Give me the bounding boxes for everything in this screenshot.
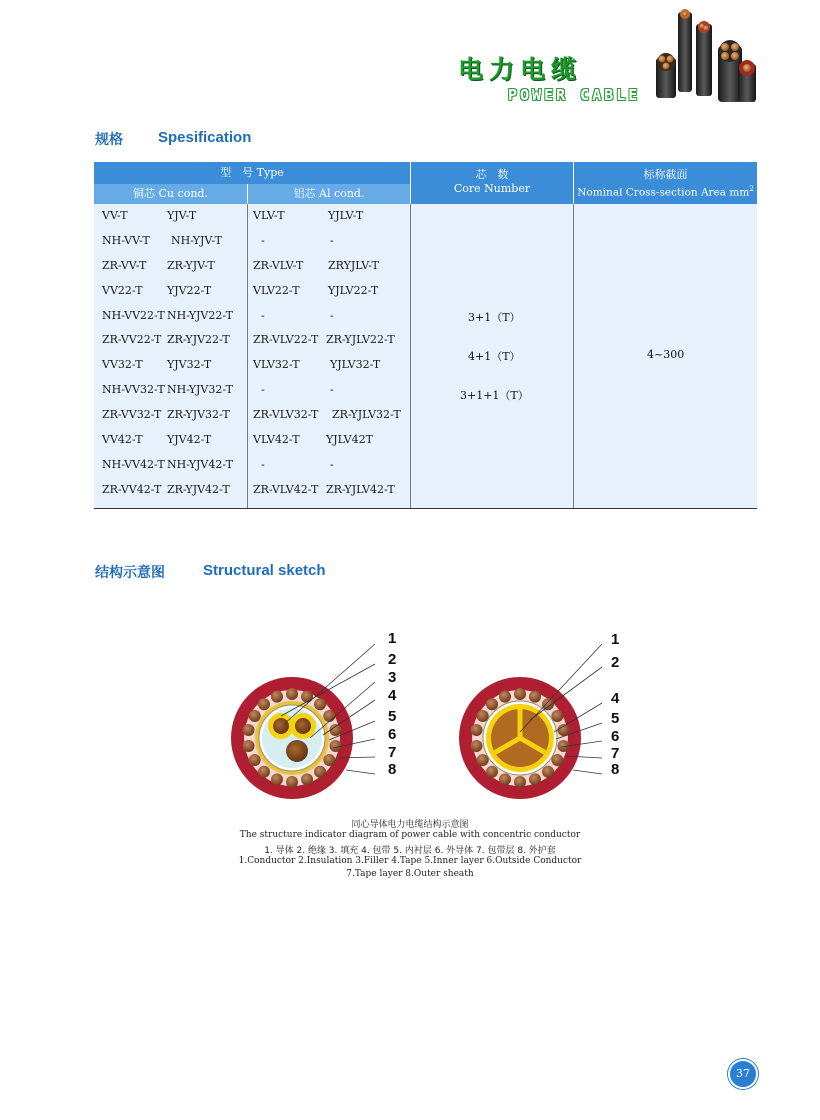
col-divider xyxy=(410,204,411,508)
label-right-4: 4 xyxy=(611,690,620,707)
cu-model: ZR-YJV-T xyxy=(167,258,215,272)
cable-1 xyxy=(678,9,692,92)
al-model: - xyxy=(330,457,334,471)
area-value: 4~300 xyxy=(647,348,685,361)
label-left-3: 3 xyxy=(388,669,397,686)
caption-en-legend-2: 7.Tape layer 8.Outer sheath xyxy=(346,869,474,879)
label-left-8: 8 xyxy=(388,761,397,778)
label-left-6: 6 xyxy=(388,726,397,743)
al-model: YJLV-T xyxy=(328,209,364,222)
al-model: YJLV22-T xyxy=(328,283,379,297)
cu-model: ZR-VV32-T xyxy=(102,408,162,422)
cu-model: ZR-VV22-T xyxy=(102,333,162,347)
conductor xyxy=(295,718,311,734)
al-model: VLV42-T xyxy=(253,433,300,447)
cu-model: ZR-YJV32-T xyxy=(167,408,230,422)
core-value: 3+1（T） xyxy=(468,311,521,324)
cu-model: ZR-VV42-T xyxy=(102,482,162,496)
al-model: ZR-VLV22-T xyxy=(253,333,319,347)
col-divider xyxy=(247,204,248,508)
label-right-8: 8 xyxy=(611,761,620,778)
cu-model: YJV-T xyxy=(167,209,197,222)
cu-model: ZR-VV-T xyxy=(102,258,147,272)
col-type-label: 型 号 Type xyxy=(220,166,284,179)
label-right-5: 5 xyxy=(611,710,620,727)
cable-cross-section-diagram xyxy=(220,620,640,810)
label-left-4: 4 xyxy=(388,687,397,704)
al-model: - xyxy=(330,233,334,247)
col-area-header xyxy=(574,162,757,204)
al-model: ZR-VLV42-T xyxy=(253,482,319,496)
al-model: ZR-YJLV42-T xyxy=(326,482,395,496)
cu-model: NH-YJV32-T xyxy=(167,383,233,397)
col-core-en: Core Number xyxy=(453,182,531,195)
label-left-5: 5 xyxy=(388,708,397,725)
al-model: ZR-VLV-T xyxy=(253,258,304,272)
label-right-2: 2 xyxy=(611,654,620,671)
al-model: - xyxy=(261,457,265,471)
al-col-a xyxy=(253,208,318,507)
spec-heading-en: Spesification xyxy=(158,129,252,146)
cu-model: VV22-T xyxy=(102,283,143,297)
cu-model: VV32-T xyxy=(102,358,143,372)
label-right-6: 6 xyxy=(611,728,620,745)
al-model: - xyxy=(330,308,334,322)
col-core-header xyxy=(411,162,573,204)
cu-model: NH-VV32-T xyxy=(102,383,165,397)
cu-model: YJV42-T xyxy=(167,433,212,447)
brand-title-en: POWER CABLE xyxy=(508,86,641,104)
al-model: - xyxy=(261,383,265,397)
al-model: YJLV42T xyxy=(326,433,373,447)
cu-model: NH-VV-T xyxy=(102,233,150,247)
col-core-cn: 芯 数 xyxy=(475,168,509,181)
cable-bundle-photo xyxy=(646,6,758,106)
cu-col-a xyxy=(102,208,165,507)
cu-model: NH-YJV42-T xyxy=(167,457,233,471)
cu-model: NH-YJV-T xyxy=(171,233,222,247)
cable-5 xyxy=(738,60,756,102)
cu-model: NH-VV22-T xyxy=(102,308,165,322)
cu-model: VV-T xyxy=(102,209,128,222)
brand-title-cn: 电力电缆 xyxy=(458,55,583,84)
al-model: - xyxy=(261,233,265,247)
al-model: ZR-YJLV22-T xyxy=(326,333,395,347)
al-model: VLV-T xyxy=(253,209,285,222)
label-right-7: 7 xyxy=(611,745,620,762)
col-area-sup: 2 xyxy=(749,185,754,193)
cable-2 xyxy=(696,21,712,96)
core-value: 3+1+1（T） xyxy=(460,389,529,402)
cu-model: ZR-YJV42-T xyxy=(167,482,230,496)
al-model: VLV32-T xyxy=(253,358,300,372)
cu-col-b xyxy=(167,208,233,507)
label-left-7: 7 xyxy=(388,744,397,761)
sketch-heading-en: Structural sketch xyxy=(203,562,326,579)
col-area-en: Nominal Cross-section Area mm xyxy=(577,186,750,199)
al-model: - xyxy=(330,383,334,397)
al-model: - xyxy=(261,308,265,322)
col-type-header xyxy=(94,162,410,184)
cu-model: VV42-T xyxy=(102,433,143,447)
al-model: ZR-YJLV32-T xyxy=(332,408,401,422)
al-col-b xyxy=(326,208,401,507)
col-al-header: 铝芯 Al cond. xyxy=(248,184,410,204)
al-model: YJLV32-T xyxy=(330,358,381,372)
cable-3 xyxy=(656,53,676,98)
col-cu-header: 铜芯 Cu cond. xyxy=(94,184,247,204)
caption-cn-legend: 1. 导体 2. 绝缘 3. 填充 4. 包带 5. 内衬层 6. 外导体 7. 包带层 8. 外护套 xyxy=(264,846,556,856)
col-divider xyxy=(573,204,574,508)
core-value: 4+1（T） xyxy=(468,350,521,363)
cu-model: NH-VV42-T xyxy=(102,457,165,471)
spec-heading-cn: 规格 xyxy=(95,132,123,148)
cu-model: NH-YJV22-T xyxy=(167,308,233,322)
conductor xyxy=(273,718,289,734)
neutral-conductor xyxy=(286,740,308,762)
cu-model: YJV22-T xyxy=(167,283,212,297)
page-number: 37 xyxy=(728,1059,758,1089)
al-model: ZR-VLV32-T xyxy=(253,408,319,422)
sketch-heading-cn: 结构示意图 xyxy=(95,565,165,581)
col-area-cn: 标称截面 xyxy=(643,168,688,181)
label-left-1: 1 xyxy=(388,630,397,647)
al-model: ZRYJLV-T xyxy=(328,258,379,272)
caption-en-legend-1: 1.Conductor 2.Insulation 3.Filler 4.Tape 5.Inner layer 6.Outside Conductor xyxy=(238,856,582,866)
label-right-1: 1 xyxy=(611,631,620,648)
cu-model: YJV32-T xyxy=(167,358,212,372)
cu-model: ZR-YJV22-T xyxy=(167,333,230,347)
al-model: VLV22-T xyxy=(253,283,300,297)
caption-cn-title: 同心导体电力电缆结构示意图 xyxy=(351,820,469,830)
label-left-2: 2 xyxy=(388,651,397,668)
right-cable-section xyxy=(459,677,581,799)
caption-en-title: The structure indicator diagram of power cable with concentric conductor xyxy=(239,830,581,840)
